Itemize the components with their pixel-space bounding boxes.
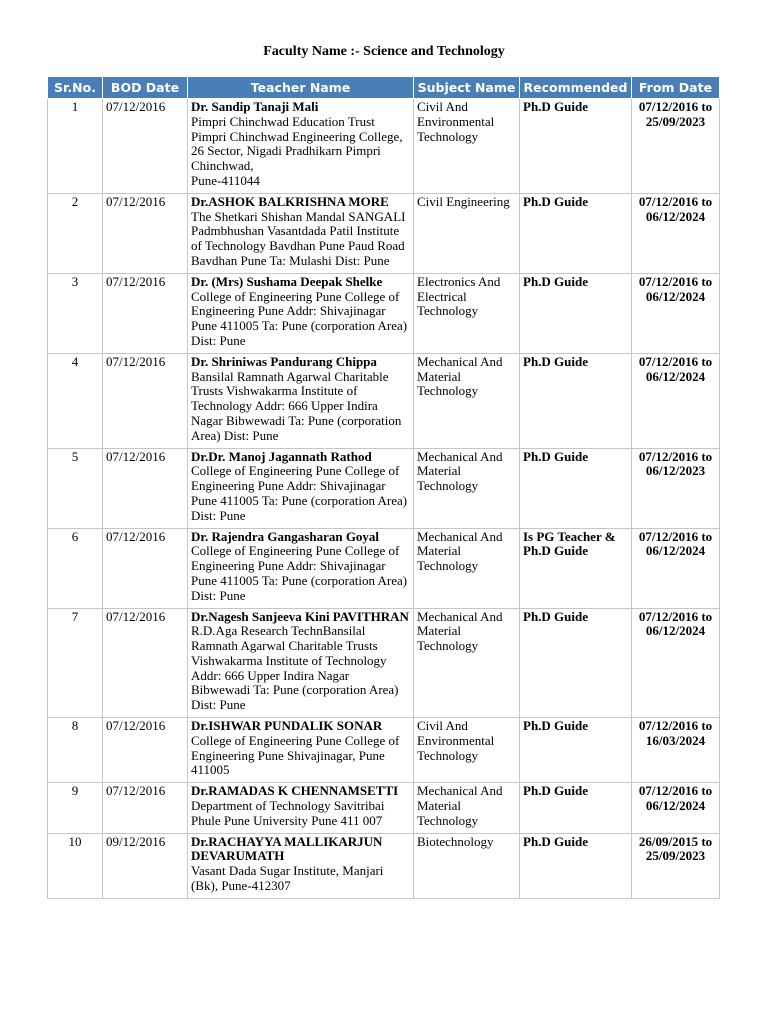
recommended-cell: Ph.D Guide bbox=[520, 718, 632, 783]
teacher-name: Dr.Nagesh Sanjeeva Kini PAVITHRAN bbox=[191, 608, 409, 624]
bod-date-cell: 07/12/2016 bbox=[103, 528, 188, 608]
column-header-recommended: Recommended bbox=[520, 77, 632, 99]
sr-no-cell: 3 bbox=[48, 273, 103, 353]
teacher-address: College of Engineering Pune College of Engineering Pune Shivajinagar, Pune 411005 bbox=[191, 732, 400, 778]
table-header-row bbox=[48, 77, 720, 99]
teacher-name: Dr.RACHAYYA MALLIKARJUN DEVARUMATH bbox=[191, 833, 383, 864]
sr-no-cell: 4 bbox=[48, 353, 103, 448]
teacher-address: Vasant Dada Sugar Institute, Manjari (Bk), Pune-412307 bbox=[191, 863, 384, 894]
teacher-cell bbox=[188, 353, 414, 448]
from-date-cell: 07/12/2016 to 06/12/2024 bbox=[632, 783, 720, 833]
teacher-cell bbox=[188, 273, 414, 353]
recommended-cell: Ph.D Guide bbox=[520, 273, 632, 353]
bod-date-cell: 07/12/2016 bbox=[103, 273, 188, 353]
faculty-table bbox=[47, 76, 720, 899]
bod-date-cell: 07/12/2016 bbox=[103, 718, 188, 783]
teacher-cell bbox=[188, 833, 414, 898]
recommended-cell: Ph.D Guide bbox=[520, 833, 632, 898]
recommended-cell: Is PG Teacher & Ph.D Guide bbox=[520, 528, 632, 608]
teacher-name: Dr.Dr. Manoj Jagannath Rathod bbox=[191, 448, 372, 464]
bod-date-cell: 07/12/2016 bbox=[103, 608, 188, 718]
teacher-cell bbox=[188, 608, 414, 718]
column-header-subject-name: Subject Name bbox=[414, 77, 520, 99]
subject-name-cell: Mechanical And Material Technology bbox=[414, 528, 520, 608]
from-date-cell: 07/12/2016 to 25/09/2023 bbox=[632, 99, 720, 194]
subject-name-cell: Biotechnology bbox=[414, 833, 520, 898]
column-header-from-date: From Date bbox=[632, 77, 720, 99]
recommended-cell: Ph.D Guide bbox=[520, 99, 632, 194]
recommended-cell: Ph.D Guide bbox=[520, 353, 632, 448]
teacher-cell bbox=[188, 528, 414, 608]
table-row bbox=[48, 783, 720, 833]
from-date-cell: 07/12/2016 to 06/12/2024 bbox=[632, 353, 720, 448]
teacher-address: College of Engineering Pune College of Engineering Pune Addr: Shivajinagar Pune 411005 Ta: Pune (corporation Area) Dist: Pune bbox=[191, 288, 408, 348]
from-date-cell: 26/09/2015 to 25/09/2023 bbox=[632, 833, 720, 898]
table-row bbox=[48, 273, 720, 353]
subject-name-cell: Civil And Environmental Technology bbox=[414, 99, 520, 194]
teacher-name: Dr. Shriniwas Pandurang Chippa bbox=[191, 353, 377, 369]
teacher-name: Dr.RAMADAS K CHENNAMSETTI bbox=[191, 783, 399, 799]
bod-date-cell: 07/12/2016 bbox=[103, 353, 188, 448]
column-header-sr-no: Sr.No. bbox=[48, 77, 103, 99]
subject-name-cell: Mechanical And Material Technology bbox=[414, 353, 520, 448]
table-row bbox=[48, 353, 720, 448]
sr-no-cell: 2 bbox=[48, 193, 103, 273]
teacher-name: Dr.ISHWAR PUNDALIK SONAR bbox=[191, 718, 383, 734]
sr-no-cell: 10 bbox=[48, 833, 103, 898]
sr-no-cell: 8 bbox=[48, 718, 103, 783]
from-date-cell: 07/12/2016 to 16/03/2024 bbox=[632, 718, 720, 783]
teacher-cell bbox=[188, 99, 414, 194]
from-date-cell: 07/12/2016 to 06/12/2024 bbox=[632, 273, 720, 353]
recommended-cell: Ph.D Guide bbox=[520, 193, 632, 273]
table-row bbox=[48, 528, 720, 608]
teacher-address: Pimpri Chinchwad Education Trust Pimpri Chinchwad Engineering College, 26 Sector, Nigadi Pradhikarn Pimpri Chinchwad, Pune-411044 bbox=[191, 113, 403, 188]
recommended-cell: Ph.D Guide bbox=[520, 448, 632, 528]
recommended-cell: Ph.D Guide bbox=[520, 608, 632, 718]
table-row bbox=[48, 608, 720, 718]
teacher-address: College of Engineering Pune College of Engineering Pune Addr: Shivajinagar Pune 411005 Ta: Pune (corporation Area) Dist: Pune bbox=[191, 463, 408, 523]
table-row bbox=[48, 99, 720, 194]
bod-date-cell: 07/12/2016 bbox=[103, 448, 188, 528]
teacher-name: Dr.ASHOK BALKRISHNA MORE bbox=[191, 193, 389, 209]
teacher-address: Bansilal Ramnath Agarwal Charitable Trusts Vishwakarma Institute of Technology Addr: 666 Upper Indira Nagar Bibwewadi Ta: Pune (corporation Area) Dist: Pune bbox=[191, 368, 402, 443]
teacher-address: College of Engineering Pune College of Engineering Pune Addr: Shivajinagar Pune 411005 Ta: Pune (corporation Area) Dist: Pune bbox=[191, 543, 408, 603]
teacher-address: R.D.Aga Research TechnBansilal Ramnath Agarwal Charitable Trusts Vishwakarma Institute of Technology Addr: 666 Upper Indira Nagar Bibwewadi Ta: Pune (corporation Area) Dist: Pune bbox=[191, 623, 399, 713]
teacher-address: The Shetkari Shishan Mandal SANGALI Padmbhushan Vasantdada Patil Institute of Technology Bavdhan Pune Paud Road Bavdhan Pune Ta: Mulashi Dist: Pune bbox=[191, 208, 406, 268]
sr-no-cell: 5 bbox=[48, 448, 103, 528]
sr-no-cell: 1 bbox=[48, 99, 103, 194]
from-date-cell: 07/12/2016 to 06/12/2024 bbox=[632, 193, 720, 273]
teacher-name: Dr. Sandip Tanaji Mali bbox=[191, 99, 319, 114]
subject-name-cell: Electronics And Electrical Technology bbox=[414, 273, 520, 353]
bod-date-cell: 09/12/2016 bbox=[103, 833, 188, 898]
bod-date-cell: 07/12/2016 bbox=[103, 783, 188, 833]
teacher-name: Dr. Rajendra Gangasharan Goyal bbox=[191, 528, 380, 544]
teacher-name: Dr. (Mrs) Sushama Deepak Shelke bbox=[191, 273, 383, 289]
table-row bbox=[48, 448, 720, 528]
document-title: Faculty Name :- Science and Technology bbox=[263, 44, 505, 59]
column-header-bod-date: BOD Date bbox=[103, 77, 188, 99]
teacher-cell bbox=[188, 718, 414, 783]
sr-no-cell: 7 bbox=[48, 608, 103, 718]
subject-name-cell: Civil And Environmental Technology bbox=[414, 718, 520, 783]
table-row bbox=[48, 193, 720, 273]
teacher-cell bbox=[188, 783, 414, 833]
bod-date-cell: 07/12/2016 bbox=[103, 99, 188, 194]
bod-date-cell: 07/12/2016 bbox=[103, 193, 188, 273]
from-date-cell: 07/12/2016 to 06/12/2023 bbox=[632, 448, 720, 528]
from-date-cell: 07/12/2016 to 06/12/2024 bbox=[632, 528, 720, 608]
subject-name-cell: Mechanical And Material Technology bbox=[414, 783, 520, 833]
sr-no-cell: 6 bbox=[48, 528, 103, 608]
subject-name-cell: Mechanical And Material Technology bbox=[414, 608, 520, 718]
teacher-cell bbox=[188, 193, 414, 273]
teacher-cell bbox=[188, 448, 414, 528]
teacher-address: Department of Technology Savitribai Phule Pune University Pune 411 007 bbox=[191, 798, 385, 828]
from-date-cell: 07/12/2016 to 06/12/2024 bbox=[632, 608, 720, 718]
table-row bbox=[48, 833, 720, 898]
subject-name-cell: Civil Engineering bbox=[414, 193, 520, 273]
column-header-teacher-name: Teacher Name bbox=[188, 77, 414, 99]
subject-name-cell: Mechanical And Material Technology bbox=[414, 448, 520, 528]
sr-no-cell: 9 bbox=[48, 783, 103, 833]
table-row bbox=[48, 718, 720, 783]
recommended-cell: Ph.D Guide bbox=[520, 783, 632, 833]
